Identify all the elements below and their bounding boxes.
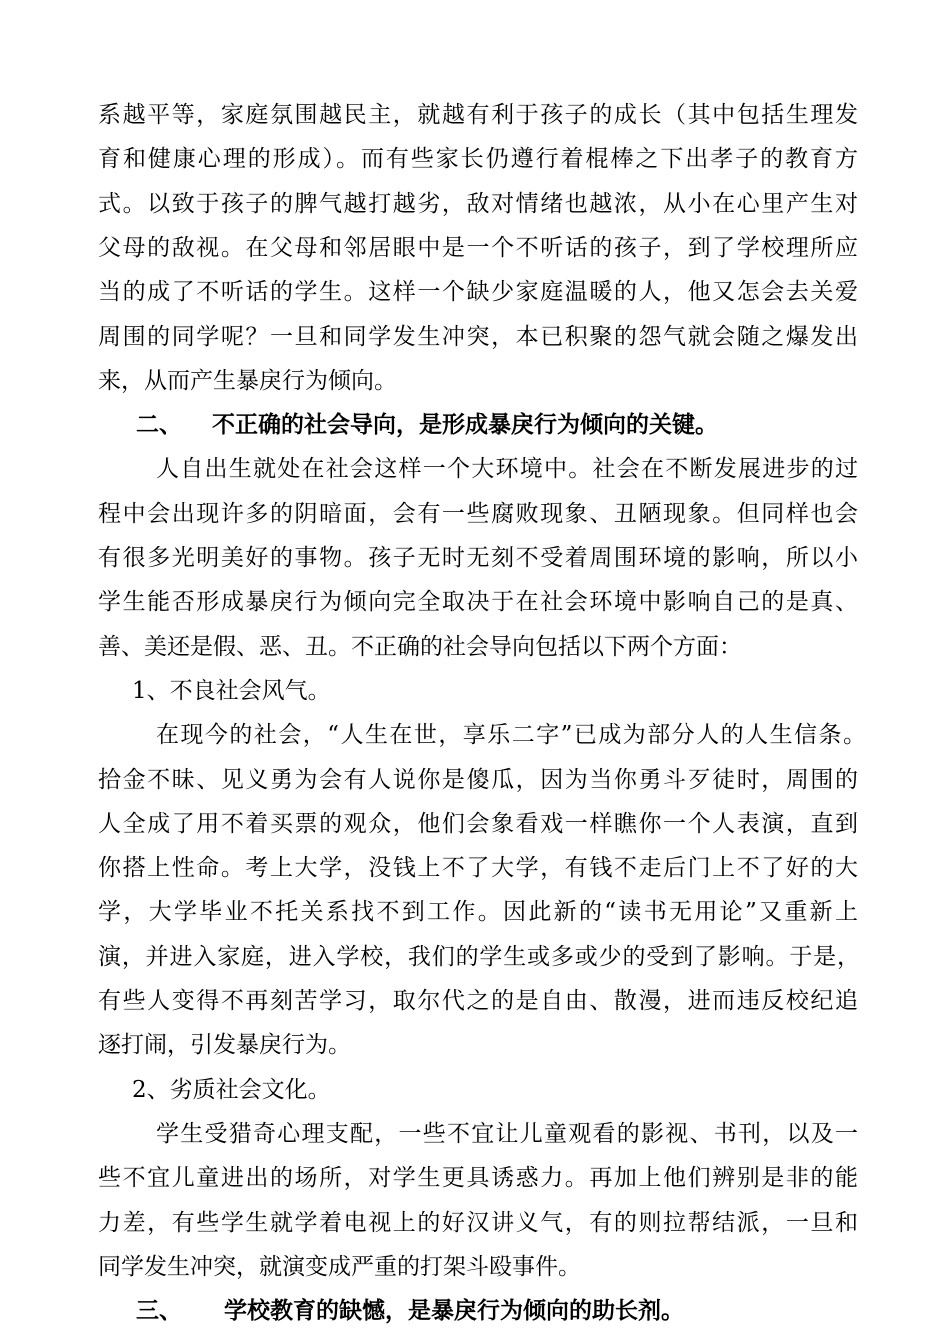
paragraph-line: 力差，有些学生就学着电视上的好汉讲义气，有的则拉帮结派，一旦和	[98, 1210, 858, 1236]
heading-text: 学校教育的缺憾，是暴戾行为倾向的助长剂。	[224, 1297, 684, 1324]
paragraph-line: 学生能否形成暴戾行为倾向完全取决于在社会环境中影响自己的是真、	[98, 589, 858, 615]
paragraph-line: 些不宜儿童进出的场所，对学生更具诱惑力。再加上他们辨别是非的能	[98, 1165, 858, 1191]
paragraph-line: 程中会出现许多的阴暗面，会有一些腐败现象、丑陋现象。但同样也会	[98, 501, 858, 527]
paragraph-line: 来，从而产生暴戾行为倾向。	[98, 368, 397, 394]
paragraph-line: 有些人变得不再刻苦学习，取尔代之的是自由、散漫，进而违反校纪追	[98, 988, 858, 1014]
paragraph-line: 演，并进入家庭，进入学校，我们的学生或多或少的受到了影响。于是，	[98, 944, 860, 970]
subheading-2: 2、劣质社会文化。	[132, 1077, 331, 1103]
heading-number: 二、	[136, 411, 182, 438]
paragraph-line: 在现今的社会，“人生在世，享乐二字”已成为部分人的人生信条。	[156, 722, 866, 748]
paragraph-line: 逐打闹，引发暴戾行为。	[98, 1032, 351, 1058]
paragraph-line: 父母的敌视。在父母和邻居眼中是一个不听话的孩子，到了学校理所应	[98, 235, 858, 261]
paragraph-line: 学，大学毕业不托关系找不到工作。因此新的“读书无用论”又重新上	[98, 899, 858, 925]
heading-number: 三、	[136, 1297, 182, 1324]
paragraph-line: 周围的同学呢？一旦和同学发生冲突，本已积聚的怨气就会随之爆发出	[98, 324, 858, 350]
subheading-1: 1、不良社会风气。	[132, 678, 331, 704]
paragraph-line: 育和健康心理的形成）。而有些家长仍遵行着棍棒之下出孝子的教育方	[98, 146, 858, 172]
section-heading-2	[136, 408, 896, 442]
paragraph-line: 善、美还是假、恶、丑。不正确的社会导向包括以下两个方面：	[98, 634, 742, 660]
paragraph-line: 系越平等，家庭氛围越民主，就越有利于孩子的成长（其中包括生理发	[98, 102, 858, 128]
paragraph-line: 人自出生就处在社会这样一个大环境中。社会在不断发展进步的过	[156, 456, 858, 482]
paragraph-line: 学生受猎奇心理支配，一些不宜让儿童观看的影视、书刊，以及一	[156, 1121, 858, 1147]
section-heading-3	[136, 1294, 896, 1328]
paragraph-line: 人全成了用不着买票的观众，他们会象看戏一样瞧你一个人表演，直到	[98, 811, 858, 837]
paragraph-line: 式。以致于孩子的脾气越打越劣，敌对情绪也越浓，从小在心里产生对	[98, 191, 858, 217]
heading-text: 不正确的社会导向，是形成暴戾行为倾向的关键。	[212, 411, 718, 438]
paragraph-line: 同学发生冲突，就演变成严重的打架斗殴事件。	[98, 1254, 581, 1280]
paragraph-line: 有很多光明美好的事物。孩子无时无刻不受着周围环境的影响，所以小	[98, 545, 858, 571]
paragraph-line: 拾金不昧、见义勇为会有人说你是傻瓜，因为当你勇斗歹徒时，周围的	[98, 767, 858, 793]
paragraph-line: 你搭上性命。考上大学，没钱上不了大学，有钱不走后门上不了好的大	[98, 855, 858, 881]
paragraph-line: 当的成了不听话的学生。这样一个缺少家庭温暖的人，他又怎会去关爱	[98, 279, 858, 305]
